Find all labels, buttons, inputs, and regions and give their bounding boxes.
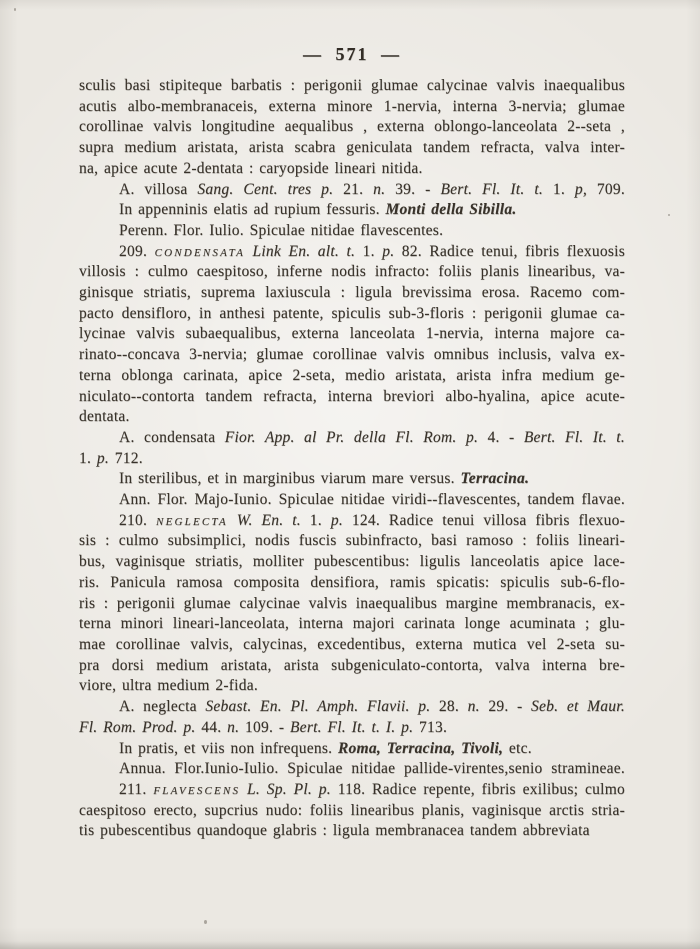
- text-line: [79, 614, 625, 635]
- citation-italic: p.: [330, 511, 343, 529]
- text-segment: ginisque striatis, suprema laxiuscula : ligula brevissima erosa. Racemo com-: [79, 284, 625, 302]
- text-line: [79, 594, 625, 615]
- text-segment: pra dorsi medium aristata, arista subgeniculato-contorta, valva interna bre-: [79, 656, 625, 674]
- text-line: [79, 511, 625, 532]
- species-name-smallcaps: condensata: [154, 242, 246, 260]
- text-segment: 709.: [587, 180, 626, 198]
- text-segment: ris. Panicula ramosa composita densifiora, ramis spicatis: spiculis sub-6-flo-: [79, 573, 625, 591]
- text-segment: 118. Radice repente, fibris exilibus; culmo: [330, 780, 625, 798]
- text-line: [79, 76, 625, 97]
- citation-italic: Link En. alt. t.: [252, 242, 356, 260]
- text-segment: 21.: [333, 180, 374, 198]
- text-segment: A. villosa: [119, 180, 198, 198]
- text-segment: 712.: [108, 449, 143, 467]
- citation-italic: n.: [467, 698, 480, 716]
- text-segment: 28.: [430, 698, 468, 716]
- citation-italic: n.: [373, 180, 386, 198]
- text-segment: A. condensata: [119, 428, 225, 446]
- text-segment: In appenninis elatis ad rupium fessuris.: [119, 201, 386, 219]
- text-segment: 1.: [543, 180, 575, 198]
- page-number-header: — 571 —: [303, 44, 401, 64]
- text-segment: In sterilibus, et in marginibus viarum mare versus.: [119, 470, 461, 488]
- text-segment: 82. Radice tenui, fibris flexuosis: [394, 242, 626, 260]
- place-name-italic: Roma, Terracina, Tivoli,: [337, 739, 504, 757]
- text-line: [79, 180, 625, 201]
- text-line: [79, 428, 625, 449]
- text-segment: ris : perigonii glumae calycinae valvis inaequalibus margine membranacis, ex-: [79, 594, 625, 612]
- text-line: [79, 573, 625, 594]
- text-segment: tis pubescentibus quandoque glabris : ligula membranacea tandem abbreviata: [79, 822, 590, 840]
- page-body-text: [79, 76, 625, 842]
- text-segment: 1.: [79, 449, 97, 467]
- text-segment: 29. -: [479, 698, 532, 716]
- text-segment: mae corollinae valvis, calycinas, excedentibus, externa mutica vel 2-seta su-: [79, 635, 625, 653]
- citation-italic: n.: [227, 718, 240, 736]
- text-line: [79, 552, 625, 573]
- text-segment: 44.: [195, 718, 228, 736]
- citation-italic: Bert. Fl. It. t. I. p.: [289, 718, 414, 736]
- text-line: [79, 531, 625, 552]
- text-segment: etc.: [503, 739, 532, 757]
- citation-italic: p,: [574, 180, 588, 198]
- text-line: [79, 718, 625, 739]
- place-name-italic: Terracina.: [460, 470, 530, 488]
- text-line: [79, 138, 625, 159]
- species-name-smallcaps: neglecta: [156, 511, 228, 529]
- text-line: [79, 221, 625, 242]
- citation-italic: Sang. Cent. tres p.: [197, 180, 334, 198]
- text-segment: supra medium aristata, arista scabra geniculata tandem refracta, valva inter-: [79, 139, 625, 157]
- text-line: [79, 324, 625, 345]
- text-segment: bus, vaginisque striatis, molliter pubescentibus: ligulis lanceolatis apice lace-: [79, 553, 625, 571]
- text-segment: dentata.: [79, 408, 130, 426]
- text-line: [79, 345, 625, 366]
- text-line: [79, 283, 625, 304]
- text-segment: niculato--contorta tandem refracta, interna breviori albo-hyalina, apice acute-: [79, 387, 625, 405]
- text-segment: In pratis, et viis non infrequens.: [119, 739, 338, 757]
- text-segment: A. neglecta: [119, 698, 206, 716]
- text-segment: [240, 781, 247, 798]
- text-segment: viore, ultra medium 2-fida.: [79, 677, 258, 695]
- place-name-italic: Monti della Sibilla.: [385, 201, 517, 219]
- text-line: [79, 97, 625, 118]
- text-segment: acutis albo-membranaceis, externa minore 1-nervia, interna 3-nervia; glumae: [79, 97, 625, 115]
- text-segment: 1.: [355, 242, 383, 260]
- text-segment: 713.: [413, 718, 448, 736]
- citation-italic: W. En. t.: [236, 511, 301, 529]
- paper-speck: [14, 8, 16, 11]
- text-segment: 124. Radice tenui villosa fibris flexuo-: [342, 511, 626, 529]
- paper-speck: [204, 920, 207, 924]
- text-line: [79, 117, 625, 138]
- paper-speck: [668, 214, 670, 216]
- text-segment: Perenn. Flor. Iulio. Spiculae nitidae flavescentes.: [119, 221, 444, 239]
- text-line: [79, 801, 625, 822]
- text-segment: villosis : culmo caespitoso, inferne nodis infracto: foliis planis linearibus, va-: [79, 263, 625, 281]
- text-line: [79, 490, 625, 511]
- citation-italic: Bert. Fl. It. t.: [440, 180, 544, 198]
- text-segment: terna minori lineari-lanceolata, interna majori carinata longe acuminata ; glu-: [79, 615, 625, 633]
- text-line: [79, 366, 625, 387]
- text-line: [79, 407, 625, 428]
- text-segment: 209.: [119, 242, 155, 260]
- citation-italic: Sebast. En. Pl. Amph. Flavii. p.: [205, 698, 431, 716]
- text-segment: lycinae valvis subaequalibus, externa lanceolata 1-nervia, interna majore ca-: [79, 325, 625, 343]
- text-line: [79, 159, 625, 180]
- text-line: [79, 304, 625, 325]
- text-line: [79, 759, 625, 780]
- text-segment: na, apice acute 2-dentata : caryopside lineari nitida.: [79, 159, 423, 177]
- text-line: [79, 739, 625, 760]
- citation-italic: Fl. Rom. Prod. p.: [79, 718, 196, 736]
- text-line: [79, 676, 625, 697]
- text-segment: 109. -: [239, 718, 290, 736]
- text-segment: rinato--concava 3-nervia; glumae corollinae valvis omnibus inclusis, valva ex-: [79, 346, 625, 364]
- text-line: [79, 387, 625, 408]
- text-line: [79, 697, 625, 718]
- text-line: [79, 821, 625, 842]
- text-segment: 39. -: [385, 180, 441, 198]
- text-segment: corollinae valvis longitudine aequalibus , externa oblongo-lanceolata 2--seta ,: [79, 118, 625, 136]
- text-segment: 210.: [119, 511, 157, 529]
- text-segment: sculis basi stipiteque barbatis : perigonii glumae calycinae valvis inaequalibus: [79, 77, 625, 94]
- text-segment: 211.: [119, 780, 154, 798]
- text-segment: Annua. Flor.Iunio-Iulio. Spiculae nitidae pallide-virentes,senio stramineae.: [119, 760, 625, 778]
- text-line: [79, 242, 625, 263]
- species-name-smallcaps: flavescens: [153, 780, 241, 798]
- text-line: [79, 635, 625, 656]
- text-line: [79, 449, 625, 470]
- text-line: [79, 656, 625, 677]
- text-segment: terna oblonga carinata, apice 2-seta, medio aristata, arista infra medium ge-: [79, 366, 625, 384]
- citation-italic: Bert. Fl. It. t.: [523, 428, 625, 446]
- text-segment: Ann. Flor. Majo-Iunio. Spiculae nitidae viridi--flavescentes, tandem flavae.: [119, 491, 625, 509]
- text-segment: caespitoso erecto, supcrius nudo: foliis linearibus planis, vaginisque arctis stria-: [79, 801, 625, 819]
- citation-italic: p.: [96, 449, 109, 467]
- citation-italic: Seb. et Maur.: [531, 698, 625, 716]
- text-segment: [228, 512, 237, 529]
- citation-italic: Fior. App. al Pr. della Fl. Rom. p.: [224, 428, 479, 446]
- text-segment: sis : culmo subsimplici, nodis fuscis subinfracto, basi ramoso : foliis lineari-: [79, 532, 625, 550]
- text-line: [79, 262, 625, 283]
- text-line: [79, 780, 625, 801]
- text-line: [79, 200, 625, 221]
- text-line: [79, 469, 625, 490]
- text-segment: 4. -: [478, 428, 524, 446]
- text-segment: 1.: [300, 511, 331, 529]
- citation-italic: L. Sp. Pl. p.: [246, 780, 331, 798]
- citation-italic: p.: [382, 242, 395, 260]
- text-segment: pacto densifloro, in anthesi patente, spiculis sub-3-floris : perigonii glumae ca-: [79, 304, 625, 322]
